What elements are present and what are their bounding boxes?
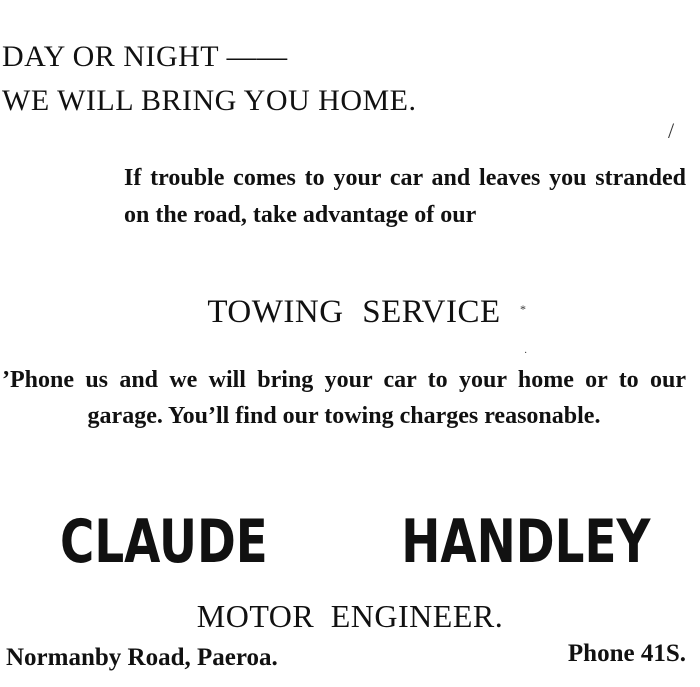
intro-paragraph: If trouble comes to your car and leaves you stranded on the road, take advantage of our (124, 165, 686, 228)
print-speck: · (524, 348, 528, 359)
business-address: Normanby Road, Paeroa. (6, 644, 278, 671)
print-speck: / (668, 118, 675, 143)
business-name (60, 506, 650, 578)
headline-line-1: DAY OR NIGHT —— (2, 40, 288, 73)
business-name-last: HANDLEY (400, 507, 650, 577)
business-trade: MOTOR ENGINEER. (196, 598, 504, 634)
business-phone: Phone 41S. (567, 640, 686, 667)
business-name-first: CLAUDE (60, 507, 268, 577)
service-title: TOWING SERVICE (207, 294, 501, 330)
print-speck: * (520, 302, 526, 316)
headline-line-2: WE WILL BRING YOU HOME. (2, 84, 417, 117)
phone-paragraph: ’Phone us and we will bring your car to your home or to our garage. You’ll find our towing charges reasonable. (2, 367, 686, 429)
